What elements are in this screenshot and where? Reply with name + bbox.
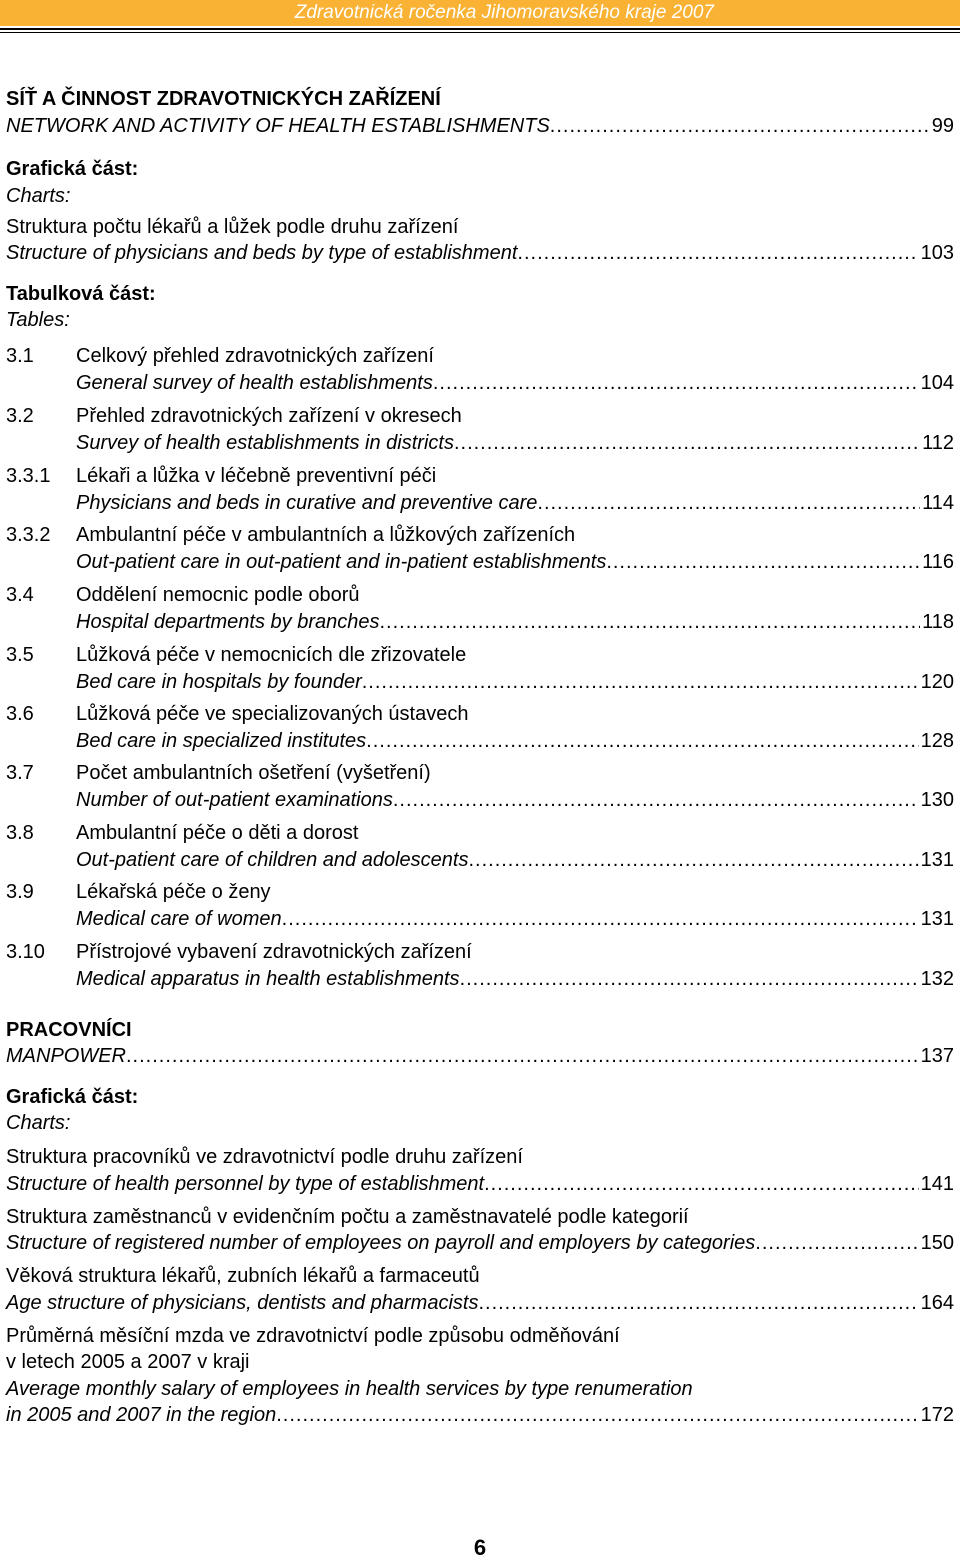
table-title-cz: Počet ambulantních ošetření (vyšetření) [76,762,431,784]
dot-leader [276,1402,918,1429]
chart-title-cz-line2: v letech 2005 a 2007 v kraji [6,1351,250,1373]
chart-title-en: Structure of registered number of employees on payroll and employers by categories [6,1232,756,1254]
page-number: 103 [920,242,954,264]
table-title-cz: Lékařská péče o ženy [76,881,271,903]
section2-title-cz: PRACOVNÍCI [6,1019,132,1041]
table-number: 3.1 [6,345,34,367]
table-title-en: Number of out-patient examinations [76,789,393,811]
dot-leader [537,490,920,517]
table-title-cz: Přehled zdravotnických zařízení v okresech [76,405,462,427]
dot-leader [468,847,918,874]
page-number: 172 [920,1404,954,1426]
page-number: 112 [922,432,954,454]
page-number: 114 [922,492,954,514]
page-number: 116 [922,551,954,573]
table-number: 3.3.2 [6,524,51,546]
chart-title-en: Age structure of physicians, dentists and pharmacists [6,1292,479,1314]
table-title-cz: Oddělení nemocnic podle oborů [76,584,360,606]
dot-leader [393,787,919,814]
table-title-en: Out-patient care of children and adolescents [76,849,469,871]
dot-leader [454,430,920,457]
table-number: 3.8 [6,822,34,844]
toc-entry-chart1[interactable] [6,240,954,267]
chart-title-cz: Struktura pracovníků ve zdravotnictví podle druhu zařízení [6,1146,523,1168]
table-title-en: Survey of health establishments in districts [76,432,454,454]
chart-title-cz: Věková struktura lékařů, zubních lékařů a farmaceutů [6,1265,480,1287]
dot-leader [126,1043,919,1070]
chart-title-cz: Průměrná měsíční mzda ve zdravotnictví podle způsobu odměňování [6,1325,620,1347]
page-number: 137 [920,1045,954,1067]
table-title-en: Bed care in specialized institutes [76,730,367,752]
graph-label-cz: Grafická část: [6,158,139,180]
table-number: 3.7 [6,762,34,784]
chart-title-en-line2: in 2005 and 2007 in the region [6,1404,277,1426]
page-number: 120 [920,671,954,693]
table-title-en: General survey of health establishments [76,372,433,394]
toc-entry-section2[interactable] [6,1043,954,1070]
chart-title-cz: Struktura zaměstnanců v evidenčním počtu a zaměstnavatelé podle kategorií [6,1206,689,1228]
page-number: 104 [920,372,954,394]
table-title-en: Hospital departments by branches [76,611,380,633]
page-number: 150 [920,1232,954,1254]
page-number: 118 [922,611,954,633]
dot-leader [550,113,930,140]
chart-title-en: Structure of health personnel by type of establishment [6,1173,485,1195]
running-header [0,0,960,26]
page-number: 99 [931,115,954,137]
dot-leader [478,1290,918,1317]
page-number: 131 [920,908,954,930]
header-rule-top [0,28,960,30]
section1-title-cz: SÍŤ A ČINNOST ZDRAVOTNICKÝCH ZAŘÍZENÍ [6,88,441,110]
dot-leader [366,728,918,755]
table-label-cz: Tabulková část: [6,283,156,305]
graph-label-en: Charts: [6,1112,71,1134]
page-footer-number: 6 [473,1535,487,1560]
dot-leader [433,370,919,397]
running-header-title: Zdravotnická ročenka Jihomoravského kraje 2007 [294,2,714,23]
dot-leader [460,966,919,993]
graph-label-en: Charts: [6,185,71,207]
table-number: 3.2 [6,405,34,427]
table-title-cz: Lékaři a lůžka v léčebně preventivní péči [76,465,437,487]
table-title-cz: Ambulantní péče o děti a dorost [76,822,359,844]
graph-label-cz: Grafická část: [6,1086,139,1108]
page-number: 141 [920,1173,954,1195]
table-title-en: Medical apparatus in health establishments [76,968,460,990]
dot-leader [362,669,919,696]
table-number: 3.3.1 [6,465,51,487]
dot-leader [380,609,921,636]
page-number: 164 [920,1292,954,1314]
section1-title-en: NETWORK AND ACTIVITY OF HEALTH ESTABLISHMENTS [6,115,550,137]
dot-leader [606,549,920,576]
table-number: 3.4 [6,584,34,606]
section2-title-en: MANPOWER [6,1045,126,1067]
header-rule-bottom [0,32,960,33]
page-number: 132 [920,968,954,990]
chart1-title-cz: Struktura počtu lékařů a lůžek podle druhu zařízení [6,216,459,238]
table-number: 3.9 [6,881,34,903]
chart-title-en: Average monthly salary of employees in health services by type renumeration [6,1378,693,1400]
table-title-en: Physicians and beds in curative and preventive care [76,492,538,514]
dot-leader [484,1171,919,1198]
page-number: 128 [920,730,954,752]
table-title-cz: Lůžková péče v nemocnicích dle zřizovatele [76,644,467,666]
table-title-cz: Ambulantní péče v ambulantních a lůžkových zařízeních [76,524,576,546]
dot-leader [282,906,919,933]
table-title-en: Out-patient care in out-patient and in-patient establishments [76,551,607,573]
chart1-title-en: Structure of physicians and beds by type of establishment [6,242,518,264]
table-title-cz: Přístrojové vybavení zdravotnických zařízení [76,941,472,963]
table-title-en: Medical care of women [76,908,282,930]
dot-leader [755,1230,918,1257]
table-number: 3.10 [6,941,45,963]
table-number: 3.5 [6,644,34,666]
table-number: 3.6 [6,703,34,725]
table-title-cz: Celkový přehled zdravotnických zařízení [76,345,434,367]
page-number: 130 [920,789,954,811]
table-title-cz: Lůžková péče ve specializovaných ústavech [76,703,469,725]
toc-entry-section1[interactable] [6,113,954,140]
table-label-en: Tables: [6,309,70,331]
dot-leader [517,240,918,267]
table-title-en: Bed care in hospitals by founder [76,671,362,693]
page-number: 131 [920,849,954,871]
